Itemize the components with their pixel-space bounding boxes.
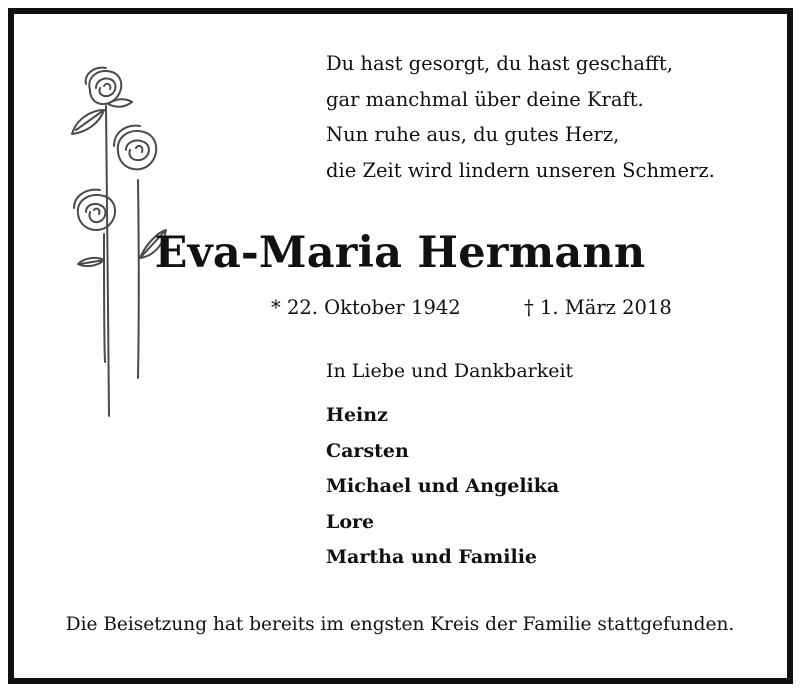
- burial-notice: Die Beisetzung hat bereits im engsten Kreis der Familie stattgefunden.: [65, 614, 735, 635]
- poem-line: die Zeit wird lindern unseren Schmerz.: [326, 158, 715, 182]
- poem-line: Du hast gesorgt, du hast geschafft,: [326, 52, 673, 75]
- thanks-line: In Liebe und Dankbarkeit: [326, 360, 574, 382]
- birth-date: * 22. Oktober 1942: [271, 296, 461, 319]
- mourner-name: Heinz: [326, 404, 388, 426]
- mourner-name: Michael und Angelika: [326, 475, 560, 497]
- poem-line: gar manchmal über deine Kraft.: [326, 87, 644, 111]
- mourner-name: Carsten: [326, 439, 409, 462]
- mourner-name: Lore: [326, 510, 375, 533]
- death-date: † 1. März 2018: [524, 296, 672, 319]
- mourners-list: [326, 398, 559, 576]
- poem-line: Nun ruhe aus, du gutes Herz,: [326, 123, 620, 146]
- mourner-name: Martha und Familie: [326, 546, 538, 568]
- poem: [326, 46, 715, 188]
- deceased-name: Eva-Maria Hermann: [154, 228, 646, 278]
